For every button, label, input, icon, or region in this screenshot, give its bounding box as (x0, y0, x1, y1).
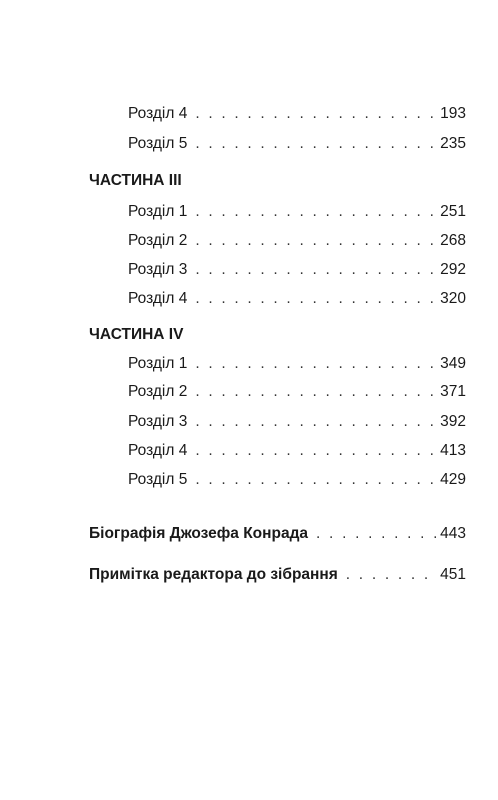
toc-entry-part4-chapter2[interactable] (128, 382, 466, 402)
dot-leader (346, 565, 438, 585)
dot-leader (195, 412, 438, 432)
toc-entry-part2-chapter4[interactable] (128, 104, 466, 124)
dot-leader (195, 134, 438, 154)
toc-entry-page: 451 (440, 566, 466, 583)
dot-leader (195, 202, 438, 222)
toc-entry-page: 429 (440, 471, 466, 488)
toc-entry-part3-chapter3[interactable] (128, 260, 466, 280)
toc-entry-page: 235 (440, 135, 466, 152)
toc-entry-label: Розділ 5 (128, 135, 188, 152)
toc-entry-part3-chapter1[interactable] (128, 202, 466, 222)
toc-entry-biography[interactable] (89, 524, 466, 544)
toc-entry-label: Розділ 1 (128, 203, 188, 220)
dot-leader (195, 104, 438, 124)
toc-entry-label: Розділ 4 (128, 290, 188, 307)
toc-entry-part4-chapter4[interactable] (128, 441, 466, 461)
toc-entry-label: Розділ 3 (128, 261, 188, 278)
toc-entry-label: Біографія Джозефа Конрада (89, 525, 309, 542)
toc-entry-part3-chapter4[interactable] (128, 289, 466, 309)
toc-entry-label: Примітка редактора до зібрання (89, 566, 338, 583)
toc-entry-part4-chapter5[interactable] (128, 470, 466, 490)
toc-entry-page: 371 (440, 383, 466, 400)
toc-entry-part4-chapter3[interactable] (128, 412, 466, 432)
toc-entry-page: 268 (440, 232, 466, 249)
toc-entry-page: 193 (440, 105, 466, 122)
part-heading-4: ЧАСТИНА IV (89, 326, 184, 343)
dot-leader (195, 260, 438, 280)
toc-entry-label: Розділ 2 (128, 383, 188, 400)
dot-leader (195, 441, 438, 461)
part-heading-3: ЧАСТИНА III (89, 172, 182, 189)
toc-entry-label: Розділ 3 (128, 413, 188, 430)
dot-leader (316, 524, 438, 544)
toc-entry-label: Розділ 4 (128, 442, 188, 459)
toc-entry-editor-note[interactable] (89, 565, 466, 585)
toc-entry-page: 443 (440, 525, 466, 542)
toc-entry-page: 392 (440, 413, 466, 430)
dot-leader (195, 382, 438, 402)
toc-entry-part4-chapter1[interactable] (128, 354, 466, 374)
toc-entry-label: Розділ 1 (128, 355, 188, 372)
dot-leader (195, 470, 438, 490)
toc-entry-part3-chapter2[interactable] (128, 231, 466, 251)
toc-entry-label: Розділ 2 (128, 232, 188, 249)
dot-leader (195, 289, 438, 309)
toc-entry-page: 292 (440, 261, 466, 278)
dot-leader (195, 231, 438, 251)
toc-entry-page: 320 (440, 290, 466, 307)
dot-leader (195, 354, 438, 374)
toc-entry-page: 349 (440, 355, 466, 372)
toc-entry-label: Розділ 4 (128, 105, 188, 122)
toc-entry-page: 413 (440, 442, 466, 459)
toc-entry-page: 251 (440, 203, 466, 220)
toc-entry-label: Розділ 5 (128, 471, 188, 488)
toc-entry-part2-chapter5[interactable] (128, 134, 466, 154)
